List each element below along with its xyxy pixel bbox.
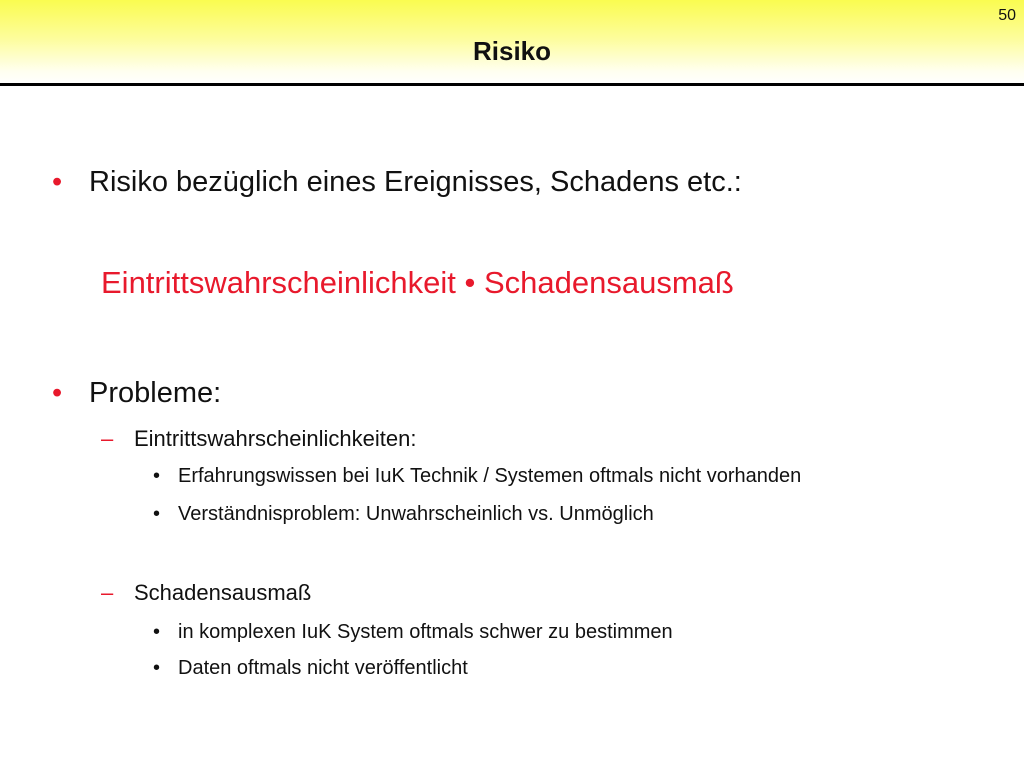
list-item-text: Daten oftmals nicht veröffentlicht: [178, 657, 468, 679]
list-item: [153, 503, 1003, 529]
bullet-item-problems: [52, 377, 452, 413]
sub-item-label: Eintrittswahrscheinlichkeiten:: [134, 426, 417, 451]
bullet-icon: •: [153, 657, 161, 679]
bullet-icon: •: [52, 166, 63, 198]
bullet-icon: •: [153, 621, 161, 643]
bullet-text: Probleme:: [89, 377, 222, 409]
list-item: [153, 621, 1003, 647]
bullet-item-risk-definition: [52, 166, 952, 202]
list-item-text: Verständnisproblem: Unwahrscheinlich vs. Unmöglich: [178, 503, 654, 525]
list-item-text: Erfahrungswissen bei IuK Technik / Systemen oftmals nicht vorhanden: [178, 465, 802, 487]
bullet-text: Risiko bezüglich eines Ereignisses, Schadens etc.:: [89, 166, 742, 198]
list-item: [153, 657, 1003, 683]
list-item-text: in komplexen IuK System oftmals schwer zu bestimmen: [178, 621, 673, 643]
slide-title: Risiko: [472, 36, 552, 66]
sub-item-label: Schadensausmaß: [134, 580, 312, 605]
bullet-icon: •: [52, 377, 63, 409]
risk-formula: Eintrittswahrscheinlichkeit • Schadensausmaß: [101, 265, 734, 300]
dash-icon: –: [101, 426, 114, 451]
sub-item-damage-extent: [101, 580, 701, 608]
title-divider: [0, 83, 1024, 86]
bullet-icon: •: [153, 503, 161, 525]
dash-icon: –: [101, 580, 114, 605]
bullet-icon: •: [153, 465, 161, 487]
slide-number: 50: [998, 7, 1016, 24]
sub-item-probabilities: [101, 426, 701, 454]
list-item: [153, 465, 1003, 491]
